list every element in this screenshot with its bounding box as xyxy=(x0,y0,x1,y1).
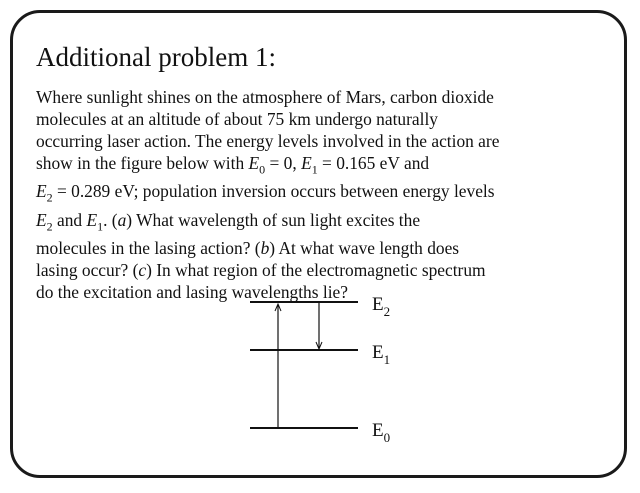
math-subscript: 2 xyxy=(46,219,53,234)
statement-line xyxy=(36,259,621,281)
text-segment: ) In what region of the electromagnetic spectrum xyxy=(146,260,486,281)
math-subscript: 1 xyxy=(97,219,104,234)
text-segment: do the excitation and lasing wavelengths lie? xyxy=(36,282,348,303)
level-label-e2: $E_2$ xyxy=(372,294,391,319)
statement-line xyxy=(36,209,621,237)
statement-line xyxy=(36,108,621,130)
statement-line xyxy=(36,130,621,152)
text-segment: lasing occur? ( xyxy=(36,260,139,281)
statement-line xyxy=(36,86,621,108)
math-symbol: E xyxy=(36,181,47,202)
math-symbol: c xyxy=(138,260,147,281)
math-subscript: 1 xyxy=(311,162,318,177)
text-segment: = 0, xyxy=(265,153,302,173)
statement-line xyxy=(36,237,621,259)
math-symbol: E xyxy=(86,209,98,230)
text-segment: = 0.289 eV; population inversion occurs between energy levels xyxy=(52,181,495,202)
text-segment: = 0.165 eV and xyxy=(317,153,430,173)
energy-level-diagram xyxy=(240,290,420,470)
math-symbol: b xyxy=(260,238,270,259)
text-segment: . ( xyxy=(103,209,118,230)
text-segment: occurring laser action. The energy levels involved in the action are xyxy=(36,131,500,151)
math-symbol: a xyxy=(117,209,127,230)
text-segment: ) What wavelength of sun light excites the xyxy=(126,209,421,230)
text-segment: molecules in the lasing action? ( xyxy=(36,238,261,259)
math-symbol: E xyxy=(301,153,312,173)
text-segment: show in the figure below with xyxy=(36,153,249,173)
text-segment: Where sunlight shines on the atmosphere of Mars, carbon dioxide xyxy=(36,87,494,107)
math-subscript: 2 xyxy=(46,190,53,205)
level-label-e1: $E_1$ xyxy=(372,342,391,367)
problem-statement xyxy=(36,86,621,303)
math-subscript: 0 xyxy=(259,162,266,177)
level-label-e0: $E_0$ xyxy=(372,420,391,445)
statement-line xyxy=(36,152,621,180)
math-symbol: E xyxy=(36,209,47,230)
statement-line xyxy=(36,180,621,208)
problem-title: Additional problem 1: xyxy=(36,42,276,72)
text-segment: ) At what wave length does xyxy=(269,238,460,259)
math-symbol: E xyxy=(248,153,260,173)
text-segment: and xyxy=(52,209,87,230)
text-segment: molecules at an altitude of about 75 km undergo naturally xyxy=(36,109,438,129)
